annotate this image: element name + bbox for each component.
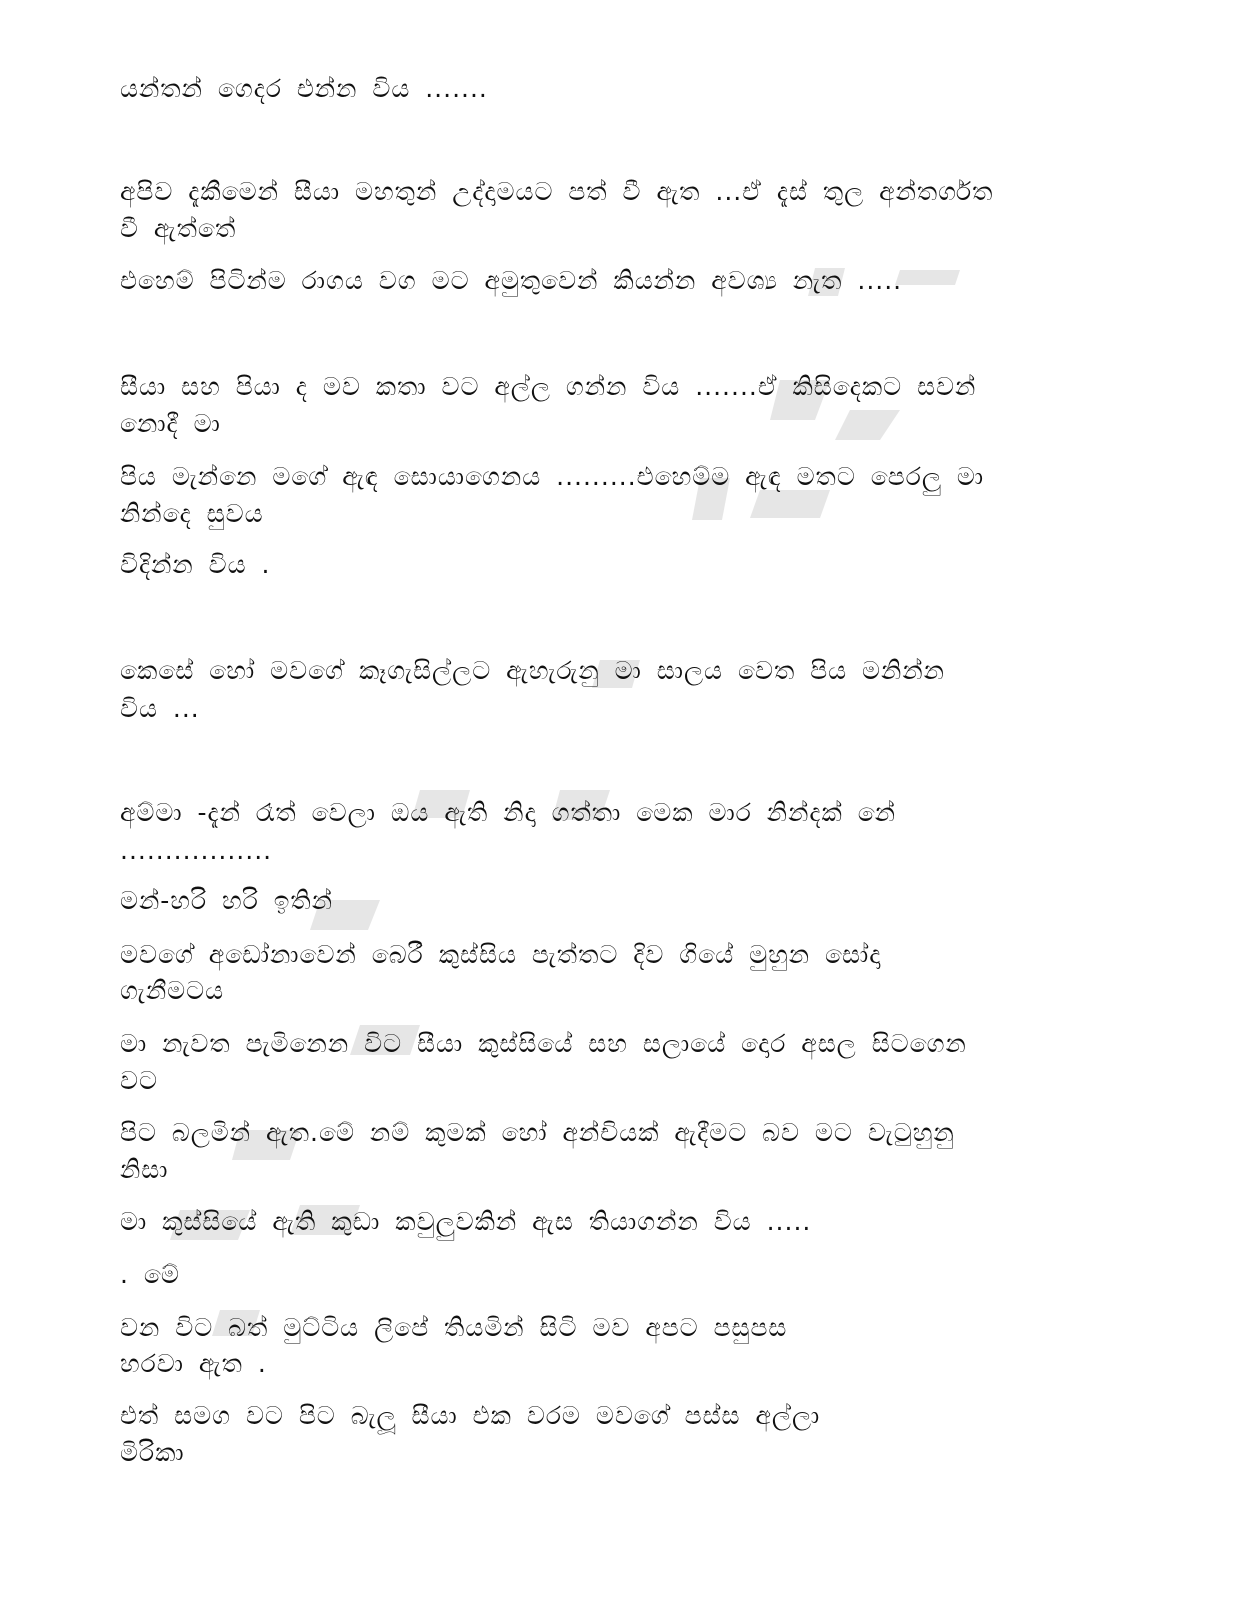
- text-line: යන්තන් ගෙදර එන්න විය .......: [120, 74, 488, 103]
- text-line: නොදී මා: [120, 409, 221, 438]
- text-line: එහෙම් පිටින්ම රාගය වග මට අමුතුවෙන් කියන්න අවශ්‍ය නැත .....: [120, 266, 903, 295]
- text-line: අම්මා -දැන් රෑත් වෙලා ඔය ඇති නිදා ගත්තා මෙක මාර නින්දක් නේ: [120, 798, 897, 827]
- text-line: නිසා: [120, 1155, 169, 1184]
- text-line: පිට බලමින් ඇත.මේ නම් කුමක් හෝ අන්චියක් ඇදීමට බව මට වැටුහුනු: [120, 1118, 955, 1147]
- text-line: කෙසේ හෝ මවගේ කෑගැසිල්ලට ඇහැරුනු මා සාලය වෙත පිය මනින්න: [120, 656, 945, 685]
- text-line: නින්දෙ සුවය: [120, 499, 264, 528]
- text-line: ගැනීමටය: [120, 976, 225, 1005]
- text-line: මවගේ අඩෝනාවෙන් බෙරී කුස්සිය පැත්තට දිව ගියේ මුහුන සෝදා: [120, 940, 882, 969]
- text-line: වන විට බත් මුට්ටිය ලිපේ තියමින් සිටි මව අපට පසුපස: [120, 1313, 788, 1342]
- text-line: පිය මැන්නෙ මගේ ඇඳ සොයාගෙනය .........එහෙම්ම ඇඳ මතට පෙරලු මා: [120, 462, 985, 491]
- text-line: එත් සමග වට පිට බැලූ සීයා එක වරම මවගේ පස්ස අල්ලා: [120, 1401, 821, 1430]
- text-line: මිරිකා: [120, 1438, 185, 1467]
- text-line: .................: [120, 836, 273, 865]
- text-line: . මේ: [120, 1260, 180, 1289]
- text-line: මන්-හරි හරි ඉතින්: [120, 886, 333, 915]
- text-line: විය ...: [120, 694, 200, 723]
- text-line: වී ඇත්තේ: [120, 214, 237, 243]
- text-line: අපිව දැකීමෙන් සීයා මහතුන් උද්දාමයට පත් වී ඇත ...ඒ දැස් තුල අන්තර්ගත: [120, 177, 994, 206]
- text-line: වට: [120, 1066, 158, 1095]
- text-line: මා නැවත පැමිනෙන විට සීයා කුස්සියේ සහ සලායේ දොර අසල සිටගෙන: [120, 1029, 967, 1058]
- text-line: හරවා ඇත .: [120, 1349, 267, 1378]
- text-line: විදින්න විය .: [120, 550, 271, 579]
- text-line: සීයා සහ පියා ද මව කතා වට අල්ල ගන්න විය .......ඒ කිසිදෙකට සවන්: [120, 372, 977, 401]
- text-line: මා කුස්සියේ ඇති කුඩා කවුලුවකින් ඇස තියාගන්න විය .....: [120, 1207, 812, 1236]
